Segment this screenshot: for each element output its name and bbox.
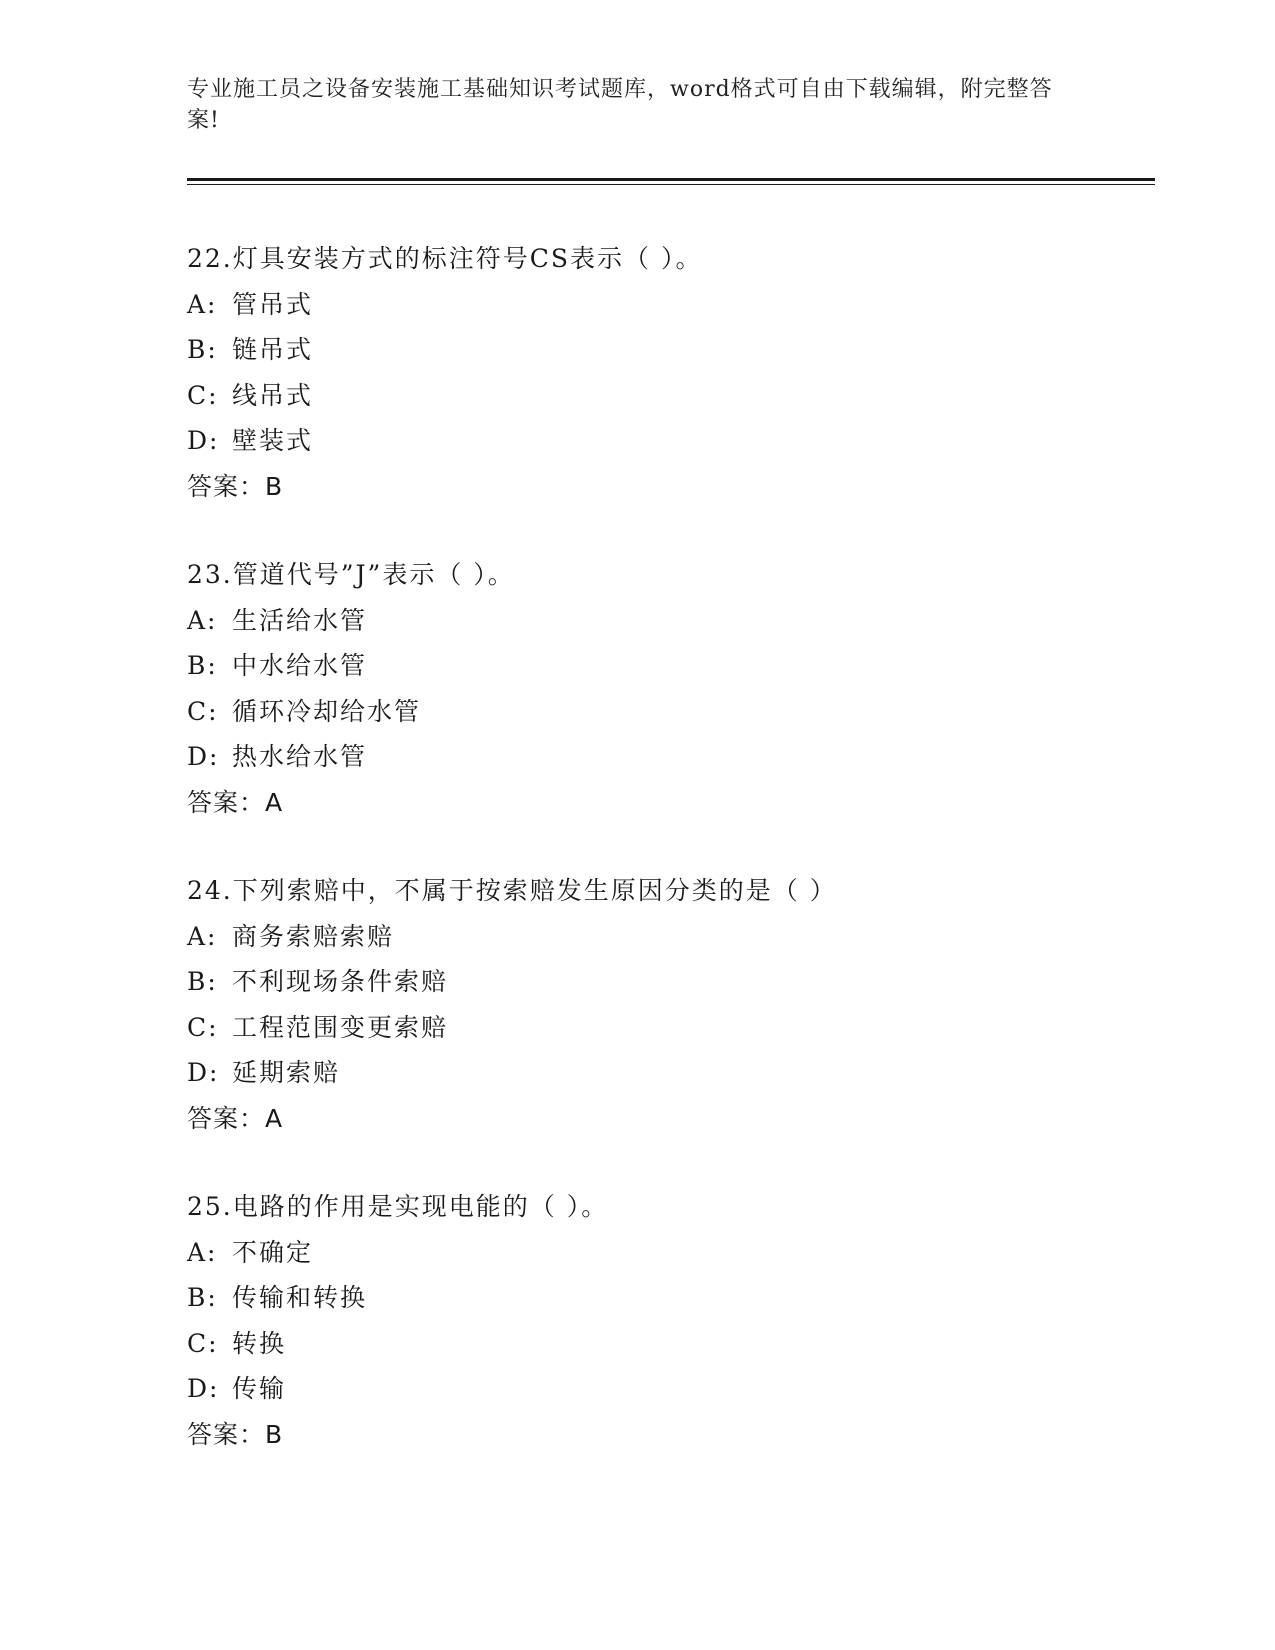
question-stem: 25.电路的作用是实现电能的（ ）。 (187, 1192, 609, 1221)
option-text: 壁装式 (232, 426, 314, 455)
option-b (187, 959, 1147, 1005)
option-b (187, 327, 1147, 373)
option-c (187, 1321, 1147, 1367)
option-a (187, 598, 1147, 644)
option-letter: C: (187, 1012, 219, 1042)
option-text: 商务索赔索赔 (232, 921, 395, 951)
option-c (187, 1005, 1147, 1051)
option-text: 线吊式 (232, 380, 314, 410)
option-letter: C: (187, 1328, 219, 1358)
option-a (187, 914, 1147, 960)
option-text: 工程范围变更索赔 (232, 1012, 449, 1042)
option-letter: D: (187, 1058, 220, 1087)
option-d (187, 734, 1147, 780)
answer-line: 答案：B (187, 1419, 284, 1449)
option-a (187, 1230, 1147, 1276)
option-d (187, 418, 1147, 464)
question-list (187, 236, 1147, 1500)
question-23 (187, 552, 1147, 825)
option-text: 不利现场条件索赔 (232, 967, 449, 996)
option-letter: D: (187, 426, 220, 455)
answer-line: 答案：A (187, 1103, 284, 1133)
option-letter: A: (187, 921, 218, 951)
option-d (187, 1366, 1147, 1412)
option-b (187, 1275, 1147, 1321)
answer-line: 答案：A (187, 787, 284, 817)
option-text: 热水给水管 (232, 742, 368, 771)
option-letter: D: (187, 1374, 220, 1403)
option-letter: B: (187, 967, 218, 996)
option-letter: A: (187, 1237, 218, 1267)
question-stem: 22.灯具安装方式的标注符号CS表示（ ）。 (187, 244, 703, 273)
document-header: 专业施工员之设备安装施工基础知识考试题库，word格式可自由下载编辑，附完整答案! (187, 77, 1053, 133)
option-letter: B: (187, 651, 218, 680)
option-c (187, 373, 1147, 419)
option-letter: C: (187, 380, 219, 410)
option-text: 链吊式 (232, 335, 314, 364)
option-letter: D: (187, 742, 220, 771)
option-letter: A: (187, 289, 218, 319)
option-c (187, 689, 1147, 735)
option-b (187, 643, 1147, 689)
option-d (187, 1050, 1147, 1096)
option-text: 转换 (232, 1328, 287, 1358)
question-stem: 24.下列索赔中，不属于按索赔发生原因分类的是（ ） (187, 876, 837, 905)
option-text: 生活给水管 (232, 605, 368, 635)
option-letter: C: (187, 696, 219, 726)
answer-line: 答案：B (187, 471, 284, 501)
question-stem: 23.管道代号”J”表示（ ）。 (187, 560, 515, 589)
option-text: 管吊式 (232, 289, 314, 319)
option-text: 循环冷却给水管 (232, 696, 422, 726)
header-divider-thick (187, 178, 1155, 181)
question-22 (187, 236, 1147, 509)
option-text: 延期索赔 (232, 1058, 341, 1087)
option-text: 不确定 (232, 1237, 314, 1267)
option-text: 传输 (232, 1374, 287, 1403)
option-letter: B: (187, 335, 218, 364)
header-divider-thin (187, 184, 1155, 185)
option-letter: B: (187, 1283, 218, 1312)
question-24 (187, 868, 1147, 1141)
question-25 (187, 1184, 1147, 1457)
option-text: 传输和转换 (232, 1283, 368, 1312)
option-letter: A: (187, 605, 218, 635)
option-text: 中水给水管 (232, 651, 368, 680)
option-a (187, 282, 1147, 328)
